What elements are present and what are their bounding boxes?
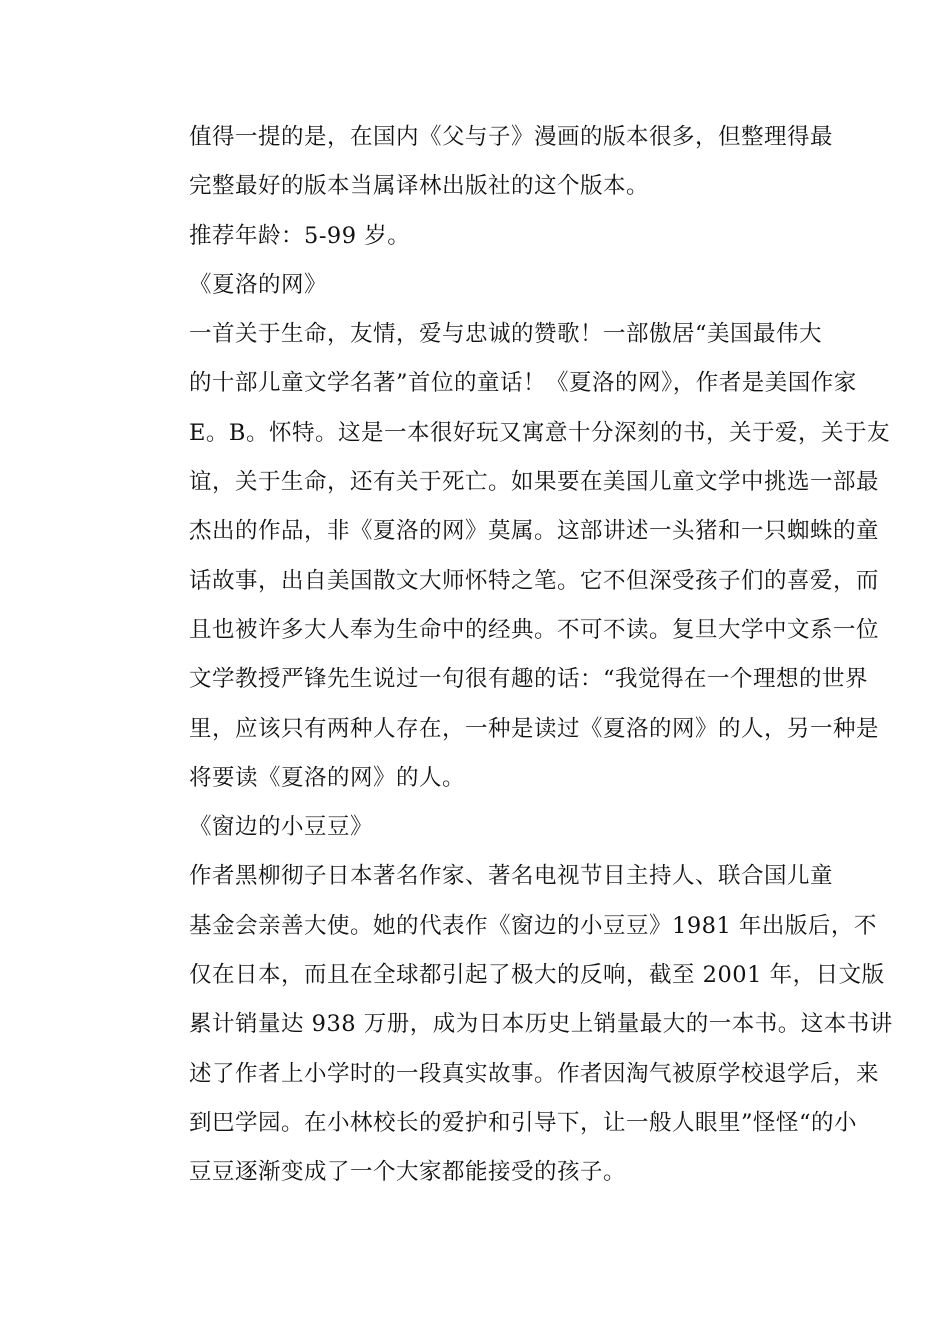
paragraph-charlottes-web-description [144, 310, 890, 803]
paragraph-age-recommendation [144, 212, 808, 261]
text-line: 里，应该只有两种人存在，一种是读过《夏洛的网》的人，另一种是 [189, 715, 880, 742]
paragraph-totto-chan-description [144, 852, 893, 1197]
document-body [144, 113, 893, 1198]
text-line: 《窗边的小豆豆》 [189, 814, 374, 841]
text-line: 文学教授严锋先生说过一句很有趣的话：“我觉得在一个理想的世界 [189, 666, 869, 693]
text-line: 的十部儿童文学名著”首位的童话！《夏洛的网》，作者是美国作家 [189, 370, 857, 397]
text-line: 累计销量达 938 万册，成为日本历史上销量最大的一本书。这本书讲 [189, 1011, 893, 1038]
text-line: 述了作者上小学时的一段真实故事。作者因淘气被原学校退学后，来 [189, 1060, 880, 1087]
text-line: 且也被许多大人奉为生命中的经典。不可不读。复旦大学中文系一位 [189, 616, 880, 643]
text-line: 完整最好的版本当属译林出版社的这个版本。 [189, 173, 650, 200]
text-line: 值得一提的是，在国内《父与子》漫画的版本很多，但整理得最 [189, 124, 834, 150]
paragraph-title-totto-chan [144, 803, 808, 852]
text-line: 杰出的作品，非《夏洛的网》莫属。这部讲述一头猪和一只蜘蛛的童 [189, 518, 880, 545]
text-line: E。B。怀特。这是一本很好玩又寓意十分深刻的书，关于爱，关于友 [189, 419, 890, 446]
text-line: 话故事，出自美国散文大师怀特之笔。它不但深受孩子们的喜爱，而 [189, 567, 880, 594]
text-line: 仅在日本，而且在全球都引起了极大的反响，截至 2001 年，日文版 [189, 962, 885, 989]
text-line: 豆豆逐渐变成了一个大家都能接受的孩子。 [189, 1159, 627, 1186]
paragraph-fuyuzi-note [144, 113, 834, 212]
text-line: 谊，关于生命，还有关于死亡。如果要在美国儿童文学中挑选一部最 [189, 469, 880, 496]
text-line: 作者黑柳彻子日本著名作家、著名电视节目主持人、联合国儿童 [189, 863, 834, 890]
text-line: 基金会亲善大使。她的代表作《窗边的小豆豆》1981 年出版后，不 [189, 912, 877, 939]
text-line: 推荐年龄：5-99 岁。 [189, 222, 411, 249]
text-line: 到巴学园。在小林校长的爱护和引导下，让一般人眼里”怪怪“的小 [189, 1109, 858, 1136]
paragraph-title-charlottes-web [144, 261, 808, 310]
text-line: 《夏洛的网》 [189, 271, 328, 298]
text-line: 一首关于生命，友情，爱与忠诚的赞歌！一部傲居“美国最伟大 [189, 321, 823, 348]
text-line: 将要读《夏洛的网》的人。 [189, 764, 466, 791]
